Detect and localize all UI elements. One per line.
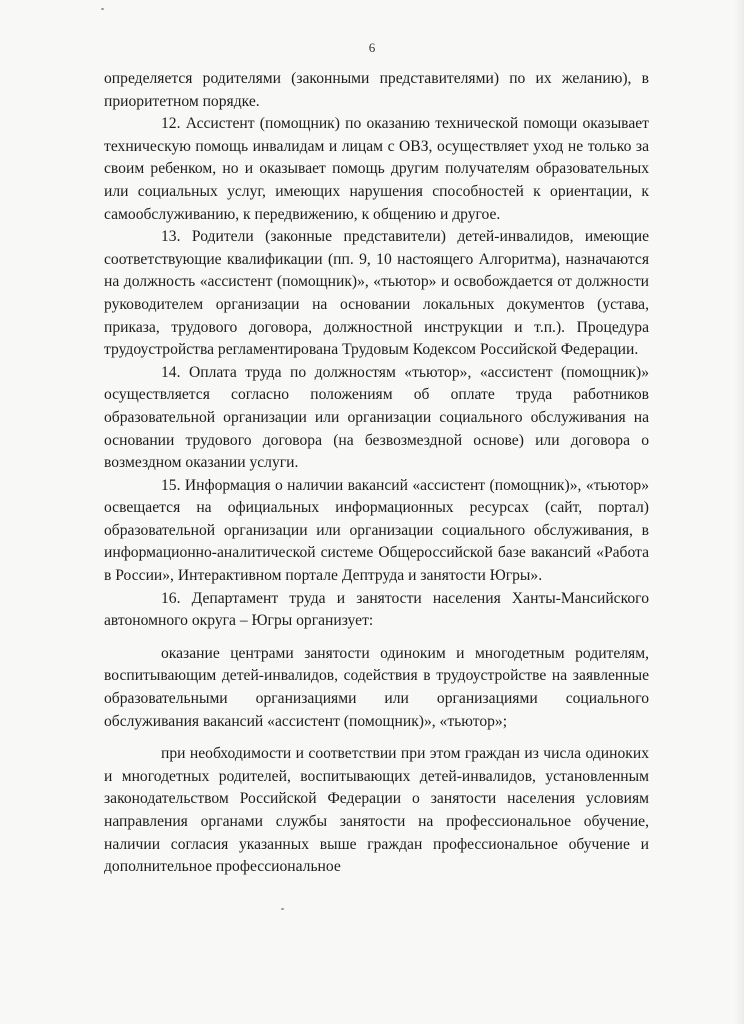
paragraph-15: 15. Информация о наличии вакансий «ассистент (помощник)», «тьютор» освещается на официальных информационных ресурсах (сайт, портал) образовательной организации или организации социального обслуживания, в информационно-аналитической системе Общероссийской базе вакансий «Работа в России», Интерактивном портале Дептруда и занятости Югры». <box>104 476 649 585</box>
paragraph-continuation: определяется родителями (законными представителями) по их желанию), в приоритетном порядке. <box>104 70 649 110</box>
page-number: 6 <box>368 40 376 55</box>
scan-speck <box>101 8 104 10</box>
paragraph-12: 12. Ассистент (помощник) по оказанию технической помощи оказывает техническую помощь инвалидам и лицам с ОВЗ, осуществляет уход не только за своим ребенком, но и оказывает помощь другим получателям образовательных или социальных услуг, имеющих нарушения способностей к ориентации, к самообслуживанию, к передвижению, к общению и другое. <box>104 115 649 223</box>
paragraph-14: 14. Оплата труда по должностям «тьютор», «ассистент (помощник)» осуществляется согласно положениям об оплате труда работников образовательной организации или организации социального обслуживания на основании трудового договора (на безвозмездной основе) или договора о возмездном оказании услуги. <box>104 363 649 472</box>
paragraph-16: 16. Департамент труда и занятости населения Ханты-Мансийского автономного округа – Югры организует: <box>104 589 649 630</box>
paragraph-16-item-2: при необходимости и соответствии при этом граждан из числа одиноких и многодетных родителей, воспитывающих детей-инвалидов, установленным законодательством Российской Федерации о занятости населения условиям направления органами службы занятости на профессиональное обучение, наличии согласия указанных выше граждан профессиональное обучение и дополнительное профессиональное <box>104 745 649 876</box>
document-body <box>104 68 649 879</box>
paragraph-16-item-1: оказание центрами занятости одиноким и многодетным родителям, воспитывающим детей-инвалидов, содействия в трудоустройстве на заявленные образовательными организациями или организациями социального обслуживания вакансий «ассистент (помощник)», «тьютор»; <box>104 644 649 730</box>
page-edge-shadow <box>734 0 744 1024</box>
paragraph-13: 13. Родители (законные представители) детей-инвалидов, имеющие соответствующие квалификации (пп. 9, 10 настоящего Алгоритма), назначаются на должность «ассистент (помощник)», «тьютор» и освобождается от должности руководителем организации на основании локальных документов (устава, приказа, трудового договора, должностной инструкции и т.п.). Процедура трудоустройства регламентирована Трудовым Кодексом Российской Федерации. <box>104 228 649 359</box>
scan-speck <box>281 908 284 910</box>
